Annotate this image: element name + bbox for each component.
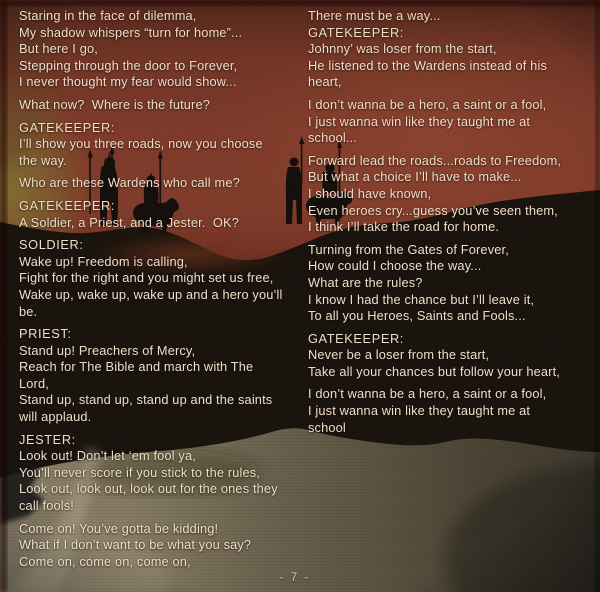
- lyric-paragraph: [19, 326, 293, 426]
- lyric-line: Stepping through the door to Forever,: [19, 57, 238, 73]
- lyric-line: Fight for the right and you might set us free,: [19, 270, 274, 286]
- lyric-line: A Soldier, a Priest, and a Jester. OK?: [19, 214, 239, 230]
- lyric-line: What if I don’t want to be what you say?: [19, 537, 252, 553]
- speaker-label: GATEKEEPER:: [19, 197, 115, 213]
- lyric-line: Wake up! Freedom is calling,: [19, 253, 188, 269]
- speaker-label: GATEKEEPER:: [19, 119, 115, 135]
- lyric-line: There must be a way...: [308, 8, 441, 23]
- lyric-line: To all you Heroes, Saints and Fools...: [308, 308, 526, 324]
- lyric-line: Staring in the face of dilemma,: [19, 8, 197, 23]
- lyric-paragraph: [19, 432, 293, 515]
- speaker-label: GATEKEEPER:: [308, 24, 404, 40]
- lyric-line: Reach for The Bible and march with The: [19, 359, 254, 375]
- lyric-line: Stand up, stand up, stand up and the saints: [19, 392, 273, 408]
- lyric-line: school: [308, 419, 346, 435]
- lyric-line: Turning from the Gates of Forever,: [308, 241, 509, 257]
- lyric-line: Come on, come on, come on,: [19, 553, 191, 569]
- lyric-line: What are the rules?: [308, 274, 423, 290]
- lyric-paragraph: [19, 175, 293, 192]
- lyric-paragraph: [19, 198, 293, 231]
- lyric-paragraph: [308, 97, 578, 147]
- lyric-line: But here I go,: [19, 41, 98, 57]
- top-edge-shadow: [0, 0, 600, 6]
- page-number: - 7 -: [279, 572, 311, 584]
- speaker-label: PRIEST:: [19, 326, 72, 342]
- lyric-paragraph: [308, 331, 578, 381]
- lyric-paragraph: [19, 237, 293, 320]
- lyric-line: Take all your chances but follow your heart,: [308, 363, 561, 379]
- lyric-line: You’ll never score if you stick to the rules,: [19, 464, 260, 480]
- lyric-line: Wake up, wake up, wake up and a hero you’ll: [19, 286, 283, 302]
- speaker-label: GATEKEEPER:: [308, 330, 404, 346]
- lyric-line: I don’t wanna be a hero, a saint or a fool,: [308, 386, 547, 402]
- lyric-line: I don’t wanna be a hero, a saint or a fool,: [308, 96, 547, 112]
- lyric-line: school...: [308, 130, 358, 146]
- lyric-line: How could I choose the way...: [308, 258, 482, 274]
- lyric-line: I’ll show you three roads, now you choose: [19, 136, 263, 152]
- lyric-paragraph: [19, 120, 293, 170]
- lyric-paragraph: [308, 153, 578, 236]
- lyric-line: Come on! You’ve gotta be kidding!: [19, 520, 219, 536]
- lyric-line: I should have known,: [308, 185, 432, 201]
- lyric-line: Who are these Wardens who call me?: [19, 175, 240, 191]
- lyric-line: call fools!: [19, 498, 74, 514]
- lyric-line: I just wanna win like they taught me at: [308, 403, 531, 419]
- lyric-line: Stand up! Preachers of Mercy,: [19, 342, 196, 358]
- lyric-line: I know I had the chance but I’ll leave it,: [308, 291, 535, 307]
- lyric-line: He listened to the Wardens instead of his: [308, 57, 547, 73]
- lyric-line: I never thought my fear would show...: [19, 74, 237, 90]
- lyric-paragraph: [308, 8, 578, 91]
- lyric-paragraph: [19, 97, 293, 114]
- lyric-line: I think I’ll take the road for home.: [308, 219, 500, 235]
- lyric-line: will applaud.: [19, 409, 92, 425]
- speaker-label: JESTER:: [19, 431, 76, 447]
- lyric-line: Look out! Don’t let ‘em fool ya,: [19, 448, 196, 464]
- lyric-line: heart,: [308, 74, 342, 90]
- lyric-line: But what a choice I’ll have to make...: [308, 169, 522, 185]
- lyric-paragraph: [19, 521, 293, 571]
- lyric-paragraph: [308, 242, 578, 325]
- lyric-line: What now? Where is the future?: [19, 96, 211, 112]
- lyric-line: Lord,: [19, 375, 49, 391]
- lyric-line: Never be a loser from the start,: [308, 347, 490, 363]
- lyrics-column-left: [19, 8, 293, 576]
- lyrics-column-right: [308, 8, 578, 442]
- lyric-line: Forward lead the roads...roads to Freedom,: [308, 152, 562, 168]
- lyric-line: the way.: [19, 152, 67, 168]
- spine-shadow: [0, 0, 7, 592]
- right-edge-shadow: [595, 0, 600, 592]
- lyric-paragraph: [308, 386, 578, 436]
- lyric-line: Look out, look out, look out for the ones they: [19, 481, 278, 497]
- lyric-line: Johnny’ was loser from the start,: [308, 41, 497, 57]
- lyric-line: Even heroes cry...guess you’ve seen them,: [308, 202, 558, 218]
- lyric-line: I just wanna win like they taught me at: [308, 113, 531, 129]
- lyric-line: be.: [19, 303, 38, 319]
- lyric-paragraph: [19, 8, 293, 91]
- lyric-line: My shadow whispers “turn for home”...: [19, 24, 243, 40]
- speaker-label: SOLDIER:: [19, 237, 84, 253]
